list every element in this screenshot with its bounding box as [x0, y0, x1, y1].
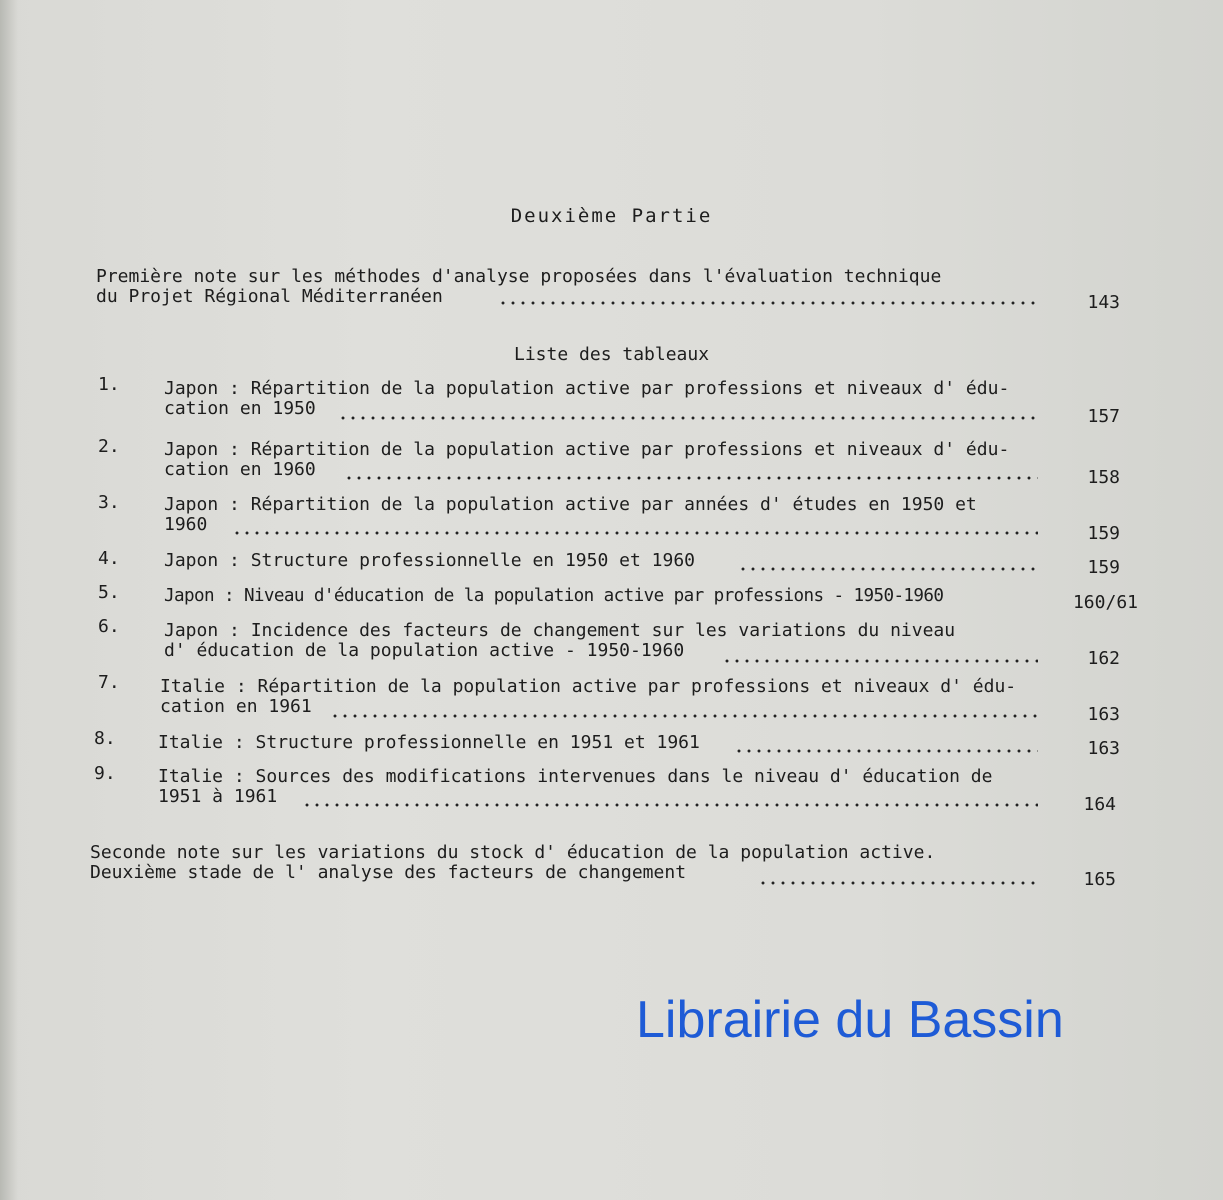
leader-dots [738, 566, 1038, 572]
leader-dots [344, 475, 1038, 481]
list-title: Liste des tableaux [514, 344, 710, 365]
table-title-line2: cation en 1960 [164, 459, 316, 480]
leader-dots [498, 300, 1038, 306]
table-page: 159 [1087, 523, 1120, 544]
table-number: 1. [98, 374, 120, 395]
table-title-line2: cation en 1950 [164, 398, 316, 419]
table-number: 7. [98, 672, 120, 693]
table-page: 163 [1087, 704, 1120, 725]
table-title-line2: cation en 1961 [160, 696, 312, 717]
first-note-line2: du Projet Régional Méditerranéen [96, 286, 443, 307]
first-note-line1: Première note sur les méthodes d'analyse proposées dans l'évaluation technique [96, 266, 942, 287]
table-title-line1: Italie : Répartition de la population active par professions et niveaux d' édu- [160, 676, 1017, 697]
leader-dots [722, 658, 1038, 664]
leader-dots [302, 802, 1038, 808]
leader-dots [330, 713, 1038, 719]
table-title-line2: 1951 à 1961 [158, 786, 278, 807]
table-number: 8. [94, 728, 116, 749]
table-page: 162 [1087, 648, 1120, 669]
table-number: 9. [94, 763, 116, 784]
table-page: 160/61 [1072, 592, 1138, 613]
leader-dots [338, 415, 1038, 421]
section-heading: Deuxième Partie [510, 205, 713, 227]
leader-dots [734, 748, 1038, 754]
page-binding-shadow [0, 0, 18, 1200]
watermark-logo: Librairie du Bassin [636, 991, 1064, 1049]
second-note-line2: Deuxième stade de l' analyse des facteurs de changement [90, 862, 687, 883]
table-number: 4. [98, 548, 120, 569]
leader-dots [232, 530, 1038, 536]
leader-dots [758, 880, 1038, 886]
table-number: 3. [98, 492, 120, 513]
second-note-line1: Seconde note sur les variations du stock d' éducation de la population active. [90, 842, 936, 863]
table-page: 163 [1087, 738, 1120, 759]
table-number: 5. [98, 582, 120, 603]
table-number: 6. [98, 616, 120, 637]
table-title-line1: Japon : Incidence des facteurs de changement sur les variations du niveau [164, 620, 956, 641]
table-title-line1: Italie : Sources des modifications intervenues dans le niveau d' éducation de [158, 766, 993, 787]
table-title-line2: 1960 [164, 514, 208, 535]
bleed-through-text [160, 470, 165, 492]
table-title-line1: Japon : Niveau d'éducation de la population active par professions - 1950-1960 [164, 586, 944, 606]
table-page: 164 [1083, 794, 1116, 815]
first-note-page: 143 [1087, 292, 1120, 313]
table-title-line1: Japon : Répartition de la population active par professions et niveaux d' édu- [164, 378, 1010, 399]
table-title-line1: Italie : Structure professionnelle en 1951 et 1961 [158, 732, 700, 753]
table-number: 2. [98, 436, 120, 457]
table-title-line1: Japon : Répartition de la population active par professions et niveaux d' édu- [164, 439, 1010, 460]
table-title-line1: Japon : Répartition de la population active par années d' études en 1950 et [164, 494, 977, 515]
table-page: 158 [1087, 467, 1120, 488]
table-page: 157 [1087, 406, 1120, 427]
table-page: 159 [1087, 557, 1120, 578]
second-note-page: 165 [1083, 869, 1116, 890]
table-title-line1: Japon : Structure professionnelle en 1950 et 1960 [164, 550, 696, 571]
table-title-line2: d' éducation de la population active - 1950-1960 [164, 640, 685, 661]
